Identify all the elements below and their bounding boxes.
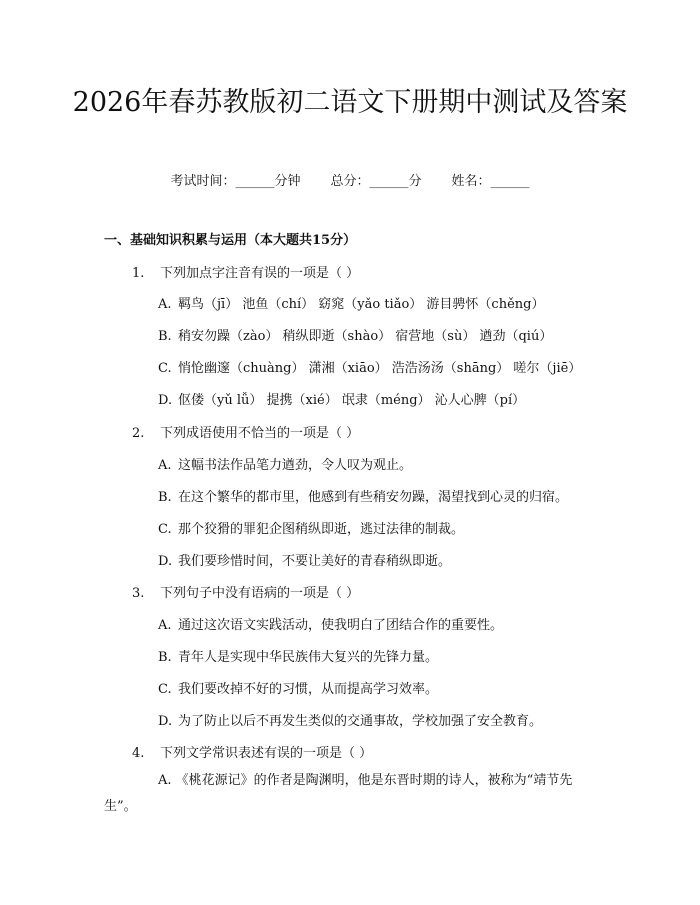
option-text: 羁鸟（jī） 池鱼（chí） 窈窕（yǎo tiǎo） 游目骋怀（chěng）	[178, 297, 545, 312]
option-label: A.	[158, 618, 172, 633]
question-number: 1.	[132, 266, 145, 281]
option-3d	[158, 710, 542, 729]
option-text: 《桃花源记》的作者是陶渊明，他是东晋时期的诗人，被称为“靖节先生”。	[104, 773, 573, 814]
option-text: 悄怆幽邃（chuàng） 潇湘（xiāo） 浩浩汤汤（shāng） 嗟尔（jiē）	[178, 361, 582, 376]
option-text: 这幅书法作品笔力遒劲，令人叹为观止。	[178, 458, 413, 473]
question-stem: 下列句子中没有语病的一项是（ ）	[160, 586, 360, 601]
question-stem: 下列文学常识表述有误的一项是（ ）	[160, 746, 373, 761]
section-heading: 一、基础知识积累与运用（本大题共15分）	[104, 233, 357, 248]
option-label: D.	[158, 554, 173, 569]
exam-time-field: 考试时间：______分钟	[170, 174, 301, 189]
option-text: 稍安勿躁（zào） 稍纵即逝（shào） 宿营地（sù） 遒劲（qiú）	[178, 329, 553, 344]
option-label: C.	[158, 361, 172, 376]
question-number: 4.	[132, 746, 145, 761]
option-2b	[158, 486, 568, 505]
option-4a	[104, 768, 590, 820]
document-title: 2026年春苏教版初二语文下册期中测试及答案	[72, 87, 628, 118]
question-1	[132, 262, 359, 281]
total-score-field: 总分：______分	[330, 174, 422, 189]
question-2	[132, 422, 359, 441]
option-text: 伛偻（yǔ lǚ） 提携（xié） 氓隶（méng） 沁人心脾（pí）	[178, 393, 526, 408]
option-text: 在这个繁华的都市里，他感到有些稍安勿躁，渴望找到心灵的归宿。	[178, 490, 569, 505]
student-name-field: 姓名：______	[451, 174, 530, 189]
option-3a	[158, 614, 503, 633]
option-3b	[158, 646, 438, 665]
option-text: 青年人是实现中华民族伟大复兴的先锋力量。	[178, 650, 439, 665]
option-text: 我们要改掉不好的习惯，从而提高学习效率。	[178, 682, 439, 697]
question-number: 3.	[132, 586, 145, 601]
option-2c	[158, 518, 464, 537]
question-4	[132, 742, 372, 761]
option-1a	[158, 293, 544, 312]
exam-info-line	[0, 170, 700, 189]
option-label: D.	[158, 714, 173, 729]
option-label: A.	[158, 773, 172, 788]
option-text: 我们要珍惜时间，不要让美好的青春稍纵即逝。	[178, 554, 452, 569]
option-1b	[158, 325, 552, 344]
option-2a	[158, 454, 412, 473]
option-1d	[158, 389, 525, 408]
option-label: D.	[158, 393, 173, 408]
option-text: 通过这次语文实践活动，使我明白了团结合作的重要性。	[178, 618, 504, 633]
option-text: 为了防止以后不再发生类似的交通事故，学校加强了安全教育。	[178, 714, 543, 729]
option-label: B.	[158, 329, 172, 344]
question-3	[132, 582, 359, 601]
option-label: B.	[158, 650, 172, 665]
option-label: B.	[158, 490, 172, 505]
question-number: 2.	[132, 426, 145, 441]
option-label: C.	[158, 522, 172, 537]
option-label: A.	[158, 297, 172, 312]
option-2d	[158, 550, 451, 569]
option-label: C.	[158, 682, 172, 697]
option-3c	[158, 678, 438, 697]
option-1c	[158, 357, 581, 376]
question-stem: 下列成语使用不恰当的一项是（ ）	[160, 426, 360, 441]
option-label: A.	[158, 458, 172, 473]
option-text: 那个狡猾的罪犯企图稍纵即逝，逃过法律的制裁。	[178, 522, 465, 537]
question-stem: 下列加点字注音有误的一项是（ ）	[160, 266, 360, 281]
